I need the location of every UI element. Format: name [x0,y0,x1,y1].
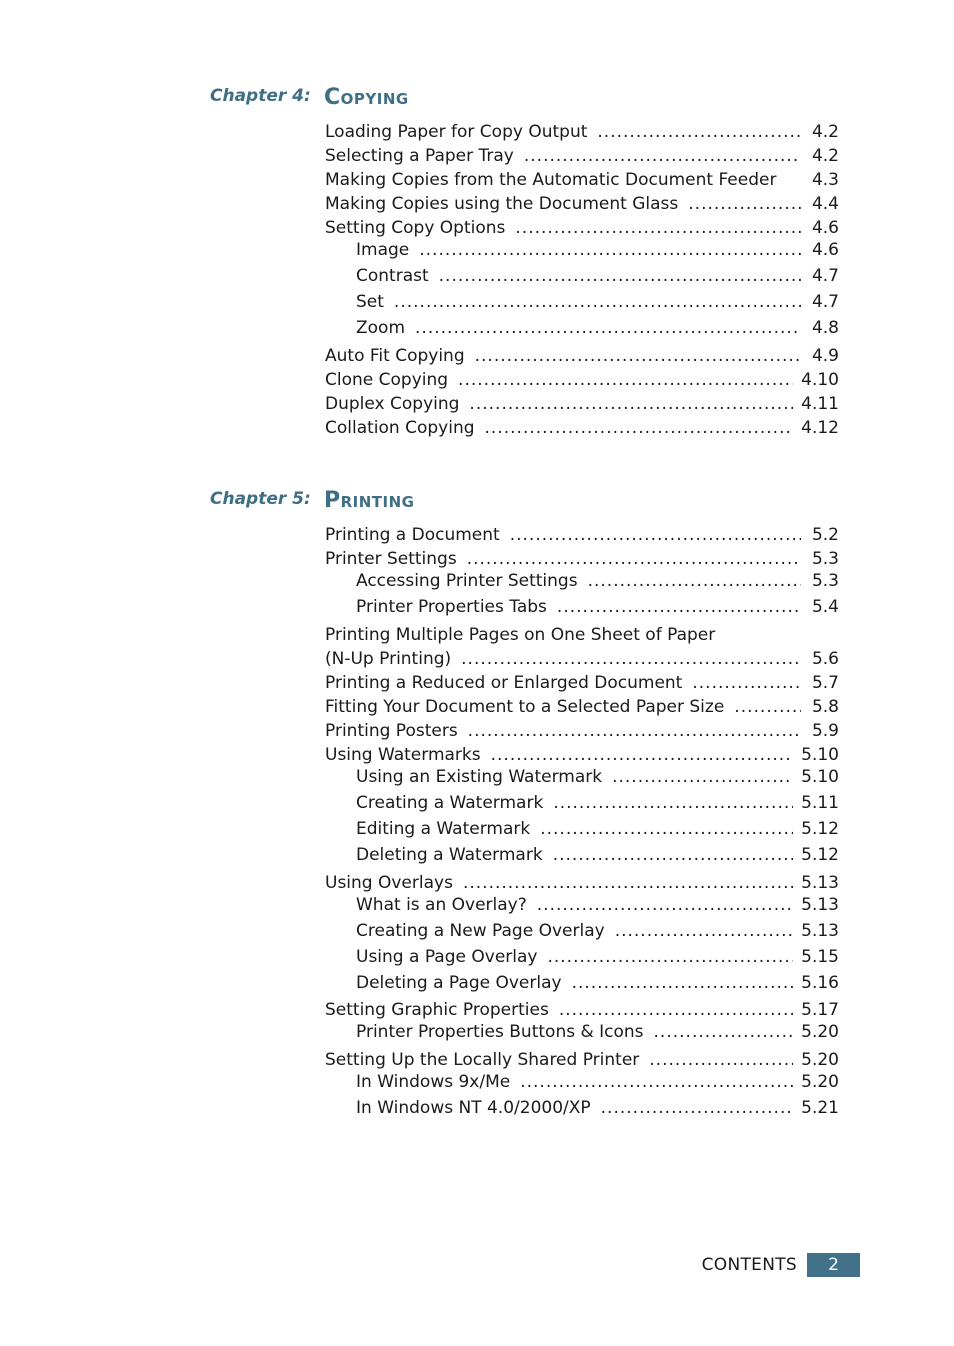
toc-entry[interactable] [356,894,839,916]
dot-leader [475,345,801,367]
dot-leader [553,844,793,866]
toc-entry[interactable] [325,1049,839,1071]
dot-leader [415,317,801,339]
toc-entry-title: Loading Paper for Copy Output [325,122,588,142]
toc-entry-title: Printer Settings [325,549,457,569]
chapter-label: Chapter 4: [210,86,311,106]
page-footer [0,1253,954,1277]
toc-entry-title: Setting Up the Locally Shared Printer [325,1050,640,1070]
toc-entry-title: Using Watermarks [325,745,481,765]
toc-entry[interactable] [356,239,839,261]
toc-entry-page: 5.13 [801,895,839,915]
dot-leader [467,548,801,570]
dot-leader [524,145,801,167]
dot-leader [597,121,801,143]
toc-entry-title: Printing Posters [325,721,458,741]
dot-leader [394,291,801,313]
toc-entry-page: 5.11 [801,793,839,813]
footer-label: CONTENTS [701,1255,797,1275]
toc-entry-page: 5.2 [811,525,839,545]
toc-entry[interactable] [356,766,839,788]
toc-entry[interactable] [325,345,839,367]
toc-entry-page: 5.17 [801,1000,839,1020]
toc-entry-title: Using an Existing Watermark [356,767,603,787]
toc-entry-page: 5.8 [811,697,839,717]
toc-entry-title: Set [356,292,384,312]
dot-leader [615,920,793,942]
toc-entry-title: Deleting a Watermark [356,845,543,865]
toc-entry[interactable] [325,524,839,546]
toc-entry-page: 5.20 [801,1022,839,1042]
toc-entry-title: Setting Graphic Properties [325,1000,549,1020]
toc-entry-title: Printing a Document [325,525,500,545]
toc-entry[interactable] [325,145,839,167]
toc-entry-page: 4.2 [811,122,839,142]
toc-entry[interactable] [325,696,839,718]
toc-entry-page: 5.13 [801,921,839,941]
dot-leader [510,524,801,546]
dot-leader [688,193,801,215]
dot-leader [734,696,801,718]
chapter-5-heading [0,473,954,513]
toc-entry[interactable] [325,193,839,215]
dot-leader [520,1071,793,1093]
dot-leader [491,744,794,766]
toc-entry-page: 5.4 [811,597,839,617]
toc-entry-title: What is an Overlay? [356,895,527,915]
dot-leader [461,648,801,670]
toc-entry[interactable] [325,624,839,646]
toc-entry-title: Creating a Watermark [356,793,544,813]
chapter-4-heading [0,70,954,110]
toc-entry-title: Clone Copying [325,370,449,390]
toc-entry-title: Fitting Your Document to a Selected Paper Size [325,697,725,717]
toc-entry[interactable] [325,999,839,1021]
toc-entry-title: Zoom [356,318,406,338]
toc-entry-title: Making Copies using the Document Glass [325,194,679,214]
chapter-title: Printing [324,488,415,513]
toc-entry[interactable] [325,417,839,439]
dot-leader [468,720,801,742]
toc-entry-page: 5.16 [801,973,839,993]
toc-entry[interactable] [356,920,839,942]
dot-leader [654,1021,794,1043]
dot-leader [649,1049,793,1071]
toc-entry-title: Collation Copying [325,418,475,438]
toc-entry-title: Selecting a Paper Tray [325,146,514,166]
toc-entry-page: 4.10 [801,370,839,390]
toc-entry-page: 5.7 [811,673,839,693]
toc-entry[interactable] [356,1021,839,1043]
toc-entry-page: 5.3 [811,571,839,591]
toc-entry[interactable] [325,169,839,191]
toc-entry-page: 5.21 [801,1098,839,1118]
toc-entry[interactable] [325,720,839,742]
toc-entry-page: 4.3 [811,170,839,190]
toc-entry-title: Setting Copy Options [325,218,506,238]
toc-entry[interactable] [356,818,839,840]
toc-entry-title: Image [356,240,410,260]
dot-leader [547,946,793,968]
toc-entry-title: Printer Properties Tabs [356,597,547,617]
dot-leader [692,672,801,694]
toc-entry-title: Printing a Reduced or Enlarged Document [325,673,683,693]
toc-entry-page: 5.12 [801,819,839,839]
dot-leader [419,239,801,261]
toc-entry[interactable] [325,672,839,694]
toc-entry[interactable] [356,1071,839,1093]
toc-entry[interactable] [325,393,839,415]
toc-entry[interactable] [325,121,839,143]
toc-entry-title: Accessing Printer Settings [356,571,578,591]
dot-leader [601,1097,794,1119]
toc-entry-page: 4.8 [811,318,839,338]
toc-entry-title: Creating a New Page Overlay [356,921,605,941]
page-number-badge: 2 [807,1253,860,1277]
dot-leader [557,596,801,618]
toc-entry[interactable] [356,596,839,618]
toc-entry-title: Duplex Copying [325,394,460,414]
dot-leader [572,972,794,994]
toc-entry[interactable] [356,265,839,287]
toc-entry-page: 5.10 [801,745,839,765]
toc-entry-page: 4.9 [811,346,839,366]
dot-leader [537,894,793,916]
toc-entry[interactable] [325,217,839,239]
dot-leader [515,217,801,239]
toc-entry-page: 5.20 [801,1072,839,1092]
toc-entry-page: 5.3 [811,549,839,569]
dot-leader [469,393,793,415]
toc-entry-page: 5.9 [811,721,839,741]
toc-entry[interactable] [356,317,839,339]
toc-entry-page: 5.15 [801,947,839,967]
dot-leader [540,818,793,840]
toc-entry-title: In Windows 9x/Me [356,1072,511,1092]
toc-entry[interactable] [356,844,839,866]
toc-entry[interactable] [325,744,839,766]
dot-leader [553,792,793,814]
toc-entry-page: 5.12 [801,845,839,865]
toc-entry[interactable] [356,570,839,592]
toc-entry[interactable] [325,369,839,391]
toc-entry-page: 4.6 [811,218,839,238]
toc-entry-title: Editing a Watermark [356,819,531,839]
toc-entry[interactable] [356,946,839,968]
toc-entry-page: 4.2 [811,146,839,166]
toc-entry-page: 4.7 [811,266,839,286]
toc-entry-page: 4.6 [811,240,839,260]
toc-entry-page: 4.11 [801,394,839,414]
toc-entry-page: 5.20 [801,1050,839,1070]
dot-leader [559,999,793,1021]
toc-entry[interactable] [356,1097,839,1119]
dot-leader [485,417,794,439]
toc-entry[interactable] [356,972,839,994]
dot-leader [463,872,793,894]
dot-leader [612,766,793,788]
chapter-label: Chapter 5: [210,489,311,509]
toc-entry-page: 4.12 [801,418,839,438]
toc-entry-title: Using a Page Overlay [356,947,538,967]
toc-entry-title: Printing Multiple Pages on One Sheet of Paper [325,625,716,645]
toc-entry-page: 4.7 [811,292,839,312]
toc-entry[interactable] [356,291,839,313]
toc-entry-title: Contrast [356,266,429,286]
toc-entry-page: 5.6 [811,649,839,669]
dot-leader [439,265,801,287]
chapter-title: Copying [324,85,409,110]
toc-entry-title: Making Copies from the Automatic Document Feeder [325,170,777,190]
dot-leader [458,369,793,391]
toc-entry-title: Printer Properties Buttons & Icons [356,1022,644,1042]
toc-entry[interactable] [325,648,839,670]
toc-entry-title: Auto Fit Copying [325,346,465,366]
toc-entry-title: In Windows NT 4.0/2000/XP [356,1098,591,1118]
toc-entry-page: 5.13 [801,873,839,893]
toc-entry-page: 4.4 [811,194,839,214]
toc-entry-title: Deleting a Page Overlay [356,973,562,993]
dot-leader [588,570,801,592]
toc-entry-title: Using Overlays [325,873,453,893]
toc-entry-title: (N-Up Printing) [325,649,452,669]
toc-entry-page: 5.10 [801,767,839,787]
toc-entry[interactable] [325,872,839,894]
toc-entry[interactable] [325,548,839,570]
toc-entry[interactable] [356,792,839,814]
